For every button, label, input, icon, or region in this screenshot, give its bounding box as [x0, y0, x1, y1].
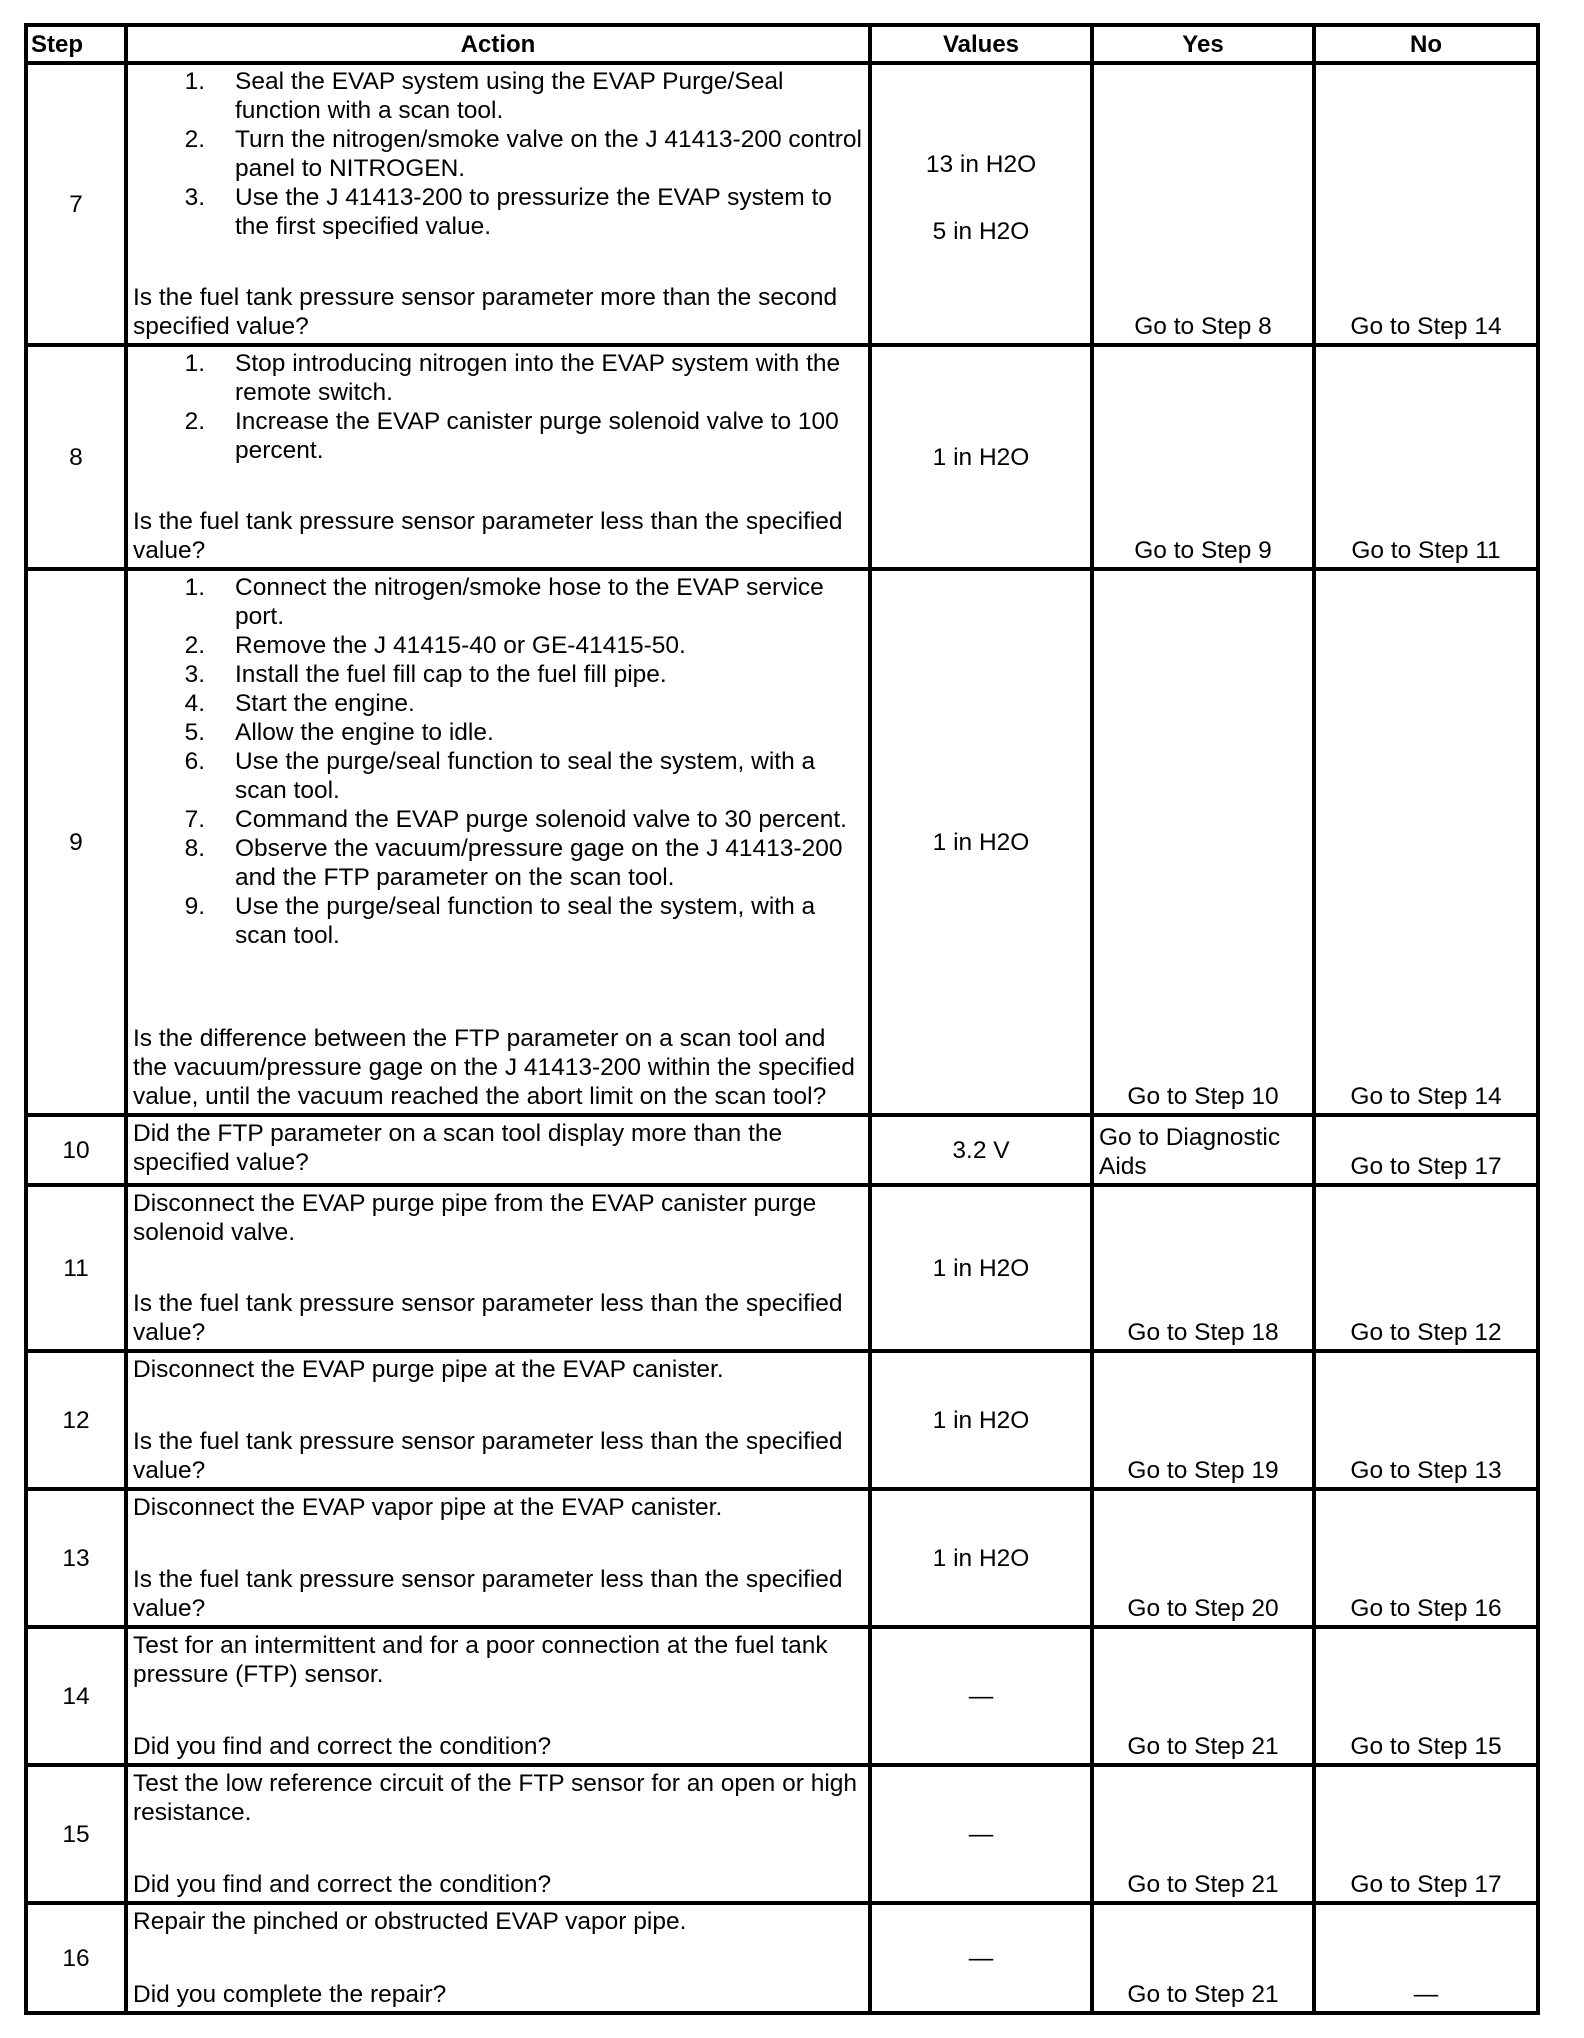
- yes-cell: Go to Step 19: [1092, 1351, 1314, 1489]
- list-item: 2. Remove the J 41415-40 or GE-41415-50.: [184, 632, 686, 659]
- header-no: No: [1314, 25, 1538, 63]
- no-cell: Go to Step 13: [1314, 1351, 1538, 1489]
- list-item: 8. Observe the vacuum/pressure gage on the J 41413-200 and the FTP parameter on the scan tool.: [184, 835, 843, 891]
- table-row: [26, 569, 1538, 1115]
- list-item: 6. Use the purge/seal function to seal the system, with a scan tool.: [184, 748, 816, 804]
- values-cell: 1 in H2O: [870, 1351, 1092, 1489]
- question-text: Did you complete the repair?: [133, 1981, 447, 2008]
- yes-cell: Go to Step 9: [1092, 345, 1314, 569]
- list-item: 4. Start the engine.: [184, 690, 415, 717]
- step-number: 15: [26, 1765, 126, 1903]
- list-item: 1. Seal the EVAP system using the EVAP Purge/Seal function with a scan tool.: [184, 68, 784, 124]
- header-action: Action: [126, 25, 870, 63]
- action-text: Did the FTP parameter on a scan tool display more than the specified value?: [133, 1120, 783, 1176]
- action-cell: [126, 1185, 870, 1351]
- table-row: [26, 1903, 1538, 2013]
- list-item: 3. Install the fuel fill cap to the fuel fill pipe.: [184, 661, 667, 688]
- header-step: Step: [26, 25, 126, 63]
- action-steps: [133, 573, 863, 950]
- values-cell: 1 in H2O: [870, 569, 1092, 1115]
- values-cell: —: [870, 1765, 1092, 1903]
- list-item: 9. Use the purge/seal function to seal the system, with a scan tool.: [184, 893, 816, 949]
- yes-cell: Go to Step 20: [1092, 1489, 1314, 1627]
- question-text: Is the fuel tank pressure sensor parameter more than the second specified value?: [133, 284, 838, 340]
- step-number: 7: [26, 63, 126, 345]
- no-cell: Go to Step 11: [1314, 345, 1538, 569]
- action-cell: [126, 569, 870, 1115]
- action-steps: [133, 67, 863, 241]
- table-row: [26, 1765, 1538, 1903]
- values-cell: 1 in H2O: [870, 1185, 1092, 1351]
- action-text: Disconnect the EVAP vapor pipe at the EVAP canister.: [133, 1494, 723, 1521]
- step-number: 8: [26, 345, 126, 569]
- value-text: 13 in H2O: [925, 151, 1037, 178]
- table-row: [26, 1185, 1538, 1351]
- list-item: 7. Command the EVAP purge solenoid valve to 30 percent.: [184, 806, 847, 833]
- header-yes: Yes: [1092, 25, 1314, 63]
- question-text: Did you find and correct the condition?: [133, 1871, 552, 1898]
- no-cell: —: [1314, 1903, 1538, 2013]
- question-text: Is the difference between the FTP parameter on a scan tool and the vacuum/pressure gage on the J 41413-200 within the specified value, until the vacuum reached the abort limit on the scan tool?: [133, 1025, 855, 1110]
- action-text: Disconnect the EVAP purge pipe from the EVAP canister purge solenoid valve.: [133, 1190, 817, 1246]
- question-text: Is the fuel tank pressure sensor parameter less than the specified value?: [133, 508, 843, 564]
- values-cell: 1 in H2O: [870, 1489, 1092, 1627]
- yes-cell: Go to Step 8: [1092, 63, 1314, 345]
- step-number: 16: [26, 1903, 126, 2013]
- table-row: [26, 1627, 1538, 1765]
- action-text: Disconnect the EVAP purge pipe at the EVAP canister.: [133, 1356, 724, 1383]
- no-cell: Go to Step 15: [1314, 1627, 1538, 1765]
- list-item: 1. Connect the nitrogen/smoke hose to the EVAP service port.: [184, 574, 824, 630]
- step-number: 9: [26, 569, 126, 1115]
- table-row: [26, 1351, 1538, 1489]
- action-cell: [126, 1903, 870, 2013]
- action-cell: [126, 1765, 870, 1903]
- question-text: Did you find and correct the condition?: [133, 1733, 552, 1760]
- no-cell: Go to Step 17: [1314, 1115, 1538, 1185]
- values-cell: 1 in H2O: [870, 345, 1092, 569]
- header-row: [26, 25, 1538, 63]
- question-text: Is the fuel tank pressure sensor parameter less than the specified value?: [133, 1428, 843, 1484]
- values-cell: —: [870, 1627, 1092, 1765]
- yes-cell: Go to Step 21: [1092, 1903, 1314, 2013]
- step-number: 10: [26, 1115, 126, 1185]
- table-row: [26, 63, 1538, 345]
- action-cell: [126, 1115, 870, 1185]
- yes-cell: Go to Step 21: [1092, 1627, 1314, 1765]
- no-cell: Go to Step 12: [1314, 1185, 1538, 1351]
- action-steps: [133, 349, 863, 465]
- action-cell: [126, 63, 870, 345]
- action-text: Test the low reference circuit of the FTP sensor for an open or high resistance.: [133, 1770, 858, 1826]
- action-cell: [126, 345, 870, 569]
- table-row: [26, 345, 1538, 569]
- table-row: [26, 1489, 1538, 1627]
- list-item: 3. Use the J 41413-200 to pressurize the EVAP system to the first specified value.: [184, 184, 832, 240]
- no-cell: Go to Step 17: [1314, 1765, 1538, 1903]
- values-cell: —: [870, 1903, 1092, 2013]
- step-number: 13: [26, 1489, 126, 1627]
- header-values: Values: [870, 25, 1092, 63]
- action-text: Repair the pinched or obstructed EVAP vapor pipe.: [133, 1908, 687, 1935]
- values-cell: [870, 63, 1092, 345]
- action-cell: [126, 1351, 870, 1489]
- list-item: 2. Increase the EVAP canister purge solenoid valve to 100 percent.: [184, 408, 839, 464]
- question-text: Is the fuel tank pressure sensor parameter less than the specified value?: [133, 1566, 843, 1622]
- list-item: 5. Allow the engine to idle.: [184, 719, 494, 746]
- values-cell: 3.2 V: [870, 1115, 1092, 1185]
- yes-cell: Go to Diagnostic Aids: [1092, 1115, 1314, 1185]
- table-row: [26, 1115, 1538, 1185]
- no-cell: Go to Step 14: [1314, 63, 1538, 345]
- yes-cell: Go to Step 18: [1092, 1185, 1314, 1351]
- question-text: Is the fuel tank pressure sensor parameter less than the specified value?: [133, 1290, 843, 1346]
- diagnostic-table: [24, 23, 1540, 2015]
- yes-cell: Go to Step 10: [1092, 569, 1314, 1115]
- value-text: 5 in H2O: [932, 218, 1030, 245]
- step-number: 11: [26, 1185, 126, 1351]
- step-number: 14: [26, 1627, 126, 1765]
- no-cell: Go to Step 14: [1314, 569, 1538, 1115]
- action-text: Test for an intermittent and for a poor connection at the fuel tank pressure (FTP) sensor.: [133, 1632, 828, 1688]
- list-item: 1. Stop introducing nitrogen into the EVAP system with the remote switch.: [184, 350, 841, 406]
- action-cell: [126, 1627, 870, 1765]
- step-number: 12: [26, 1351, 126, 1489]
- list-item: 2. Turn the nitrogen/smoke valve on the J 41413-200 control panel to NITROGEN.: [184, 126, 862, 182]
- yes-cell: Go to Step 21: [1092, 1765, 1314, 1903]
- no-cell: Go to Step 16: [1314, 1489, 1538, 1627]
- action-cell: [126, 1489, 870, 1627]
